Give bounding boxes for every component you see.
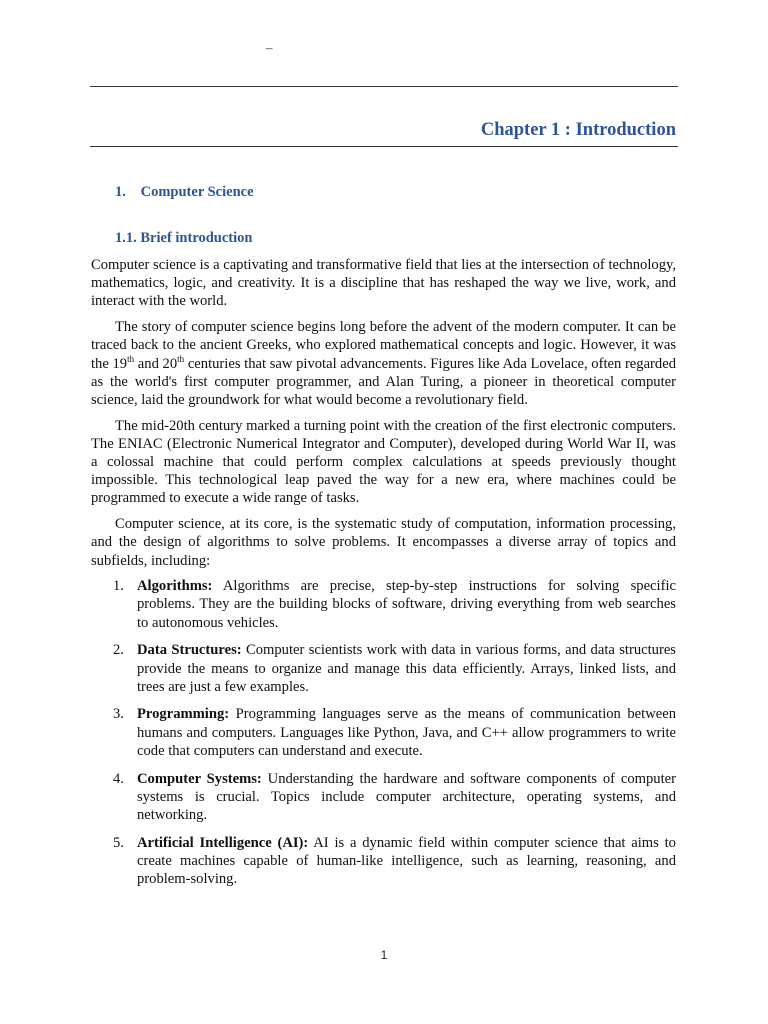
chapter-title: Chapter 1 : Introduction [480,120,676,140]
list-item-term: Artificial Intelligence (AI): [137,834,309,851]
superscript-th-2: th [177,353,185,364]
list-item-term: Data Structures: [137,642,242,659]
section-title: Computer Science [140,184,254,200]
section-heading [115,184,254,201]
chapter-rule [90,146,678,147]
paragraph-intro: Computer science is a captivating and transformative field that lies at the intersection of technology, mathematics, logic, and creativity. It is a discipline that has reshaped the way we live, work, and interact with the world. [91,257,676,310]
list-item-text: AI is a dynamic field within computer science that aims to create machines capable of human-like intelligence, such as learning, reasoning, and problem-solving. [137,834,676,888]
list-item [91,705,676,760]
paragraph-history [91,318,676,409]
paragraph-core: Computer science, at its core, is the systematic study of computation, information processing, and the design of algorithms to solve problems. It encompasses a diverse array of topics and subfields, including: [91,516,676,569]
list-item-number: 4. [113,770,124,787]
list-item [91,641,676,696]
list-item-number: 3. [113,706,124,723]
paragraph-history-part-a: The story of computer science begins long before the advent of the modern computer. It can be traced back to the ancient Greeks, who explored mathematical concepts and logic. However, it was the 19 [91,319,676,372]
section-number: 1. [115,184,126,200]
superscript-th-1: th [127,353,135,364]
list-item [91,577,676,632]
list-item-term: Programming: [137,706,230,723]
list-item-term: Computer Systems: [137,770,262,787]
body-text [91,256,676,898]
list-item-number: 1. [113,578,124,595]
paragraph-history-part-c: centuries that saw pivotal advancements. Figures like Ada Lovelace, often regarded as the world's first computer programmer, and Alan Turing, a pioneer in theoretical computer science, laid the groundwork for what would become a revolutionary field. [91,355,676,408]
list-item-text: Algorithms are precise, step-by-step instructions for solving specific problems. They are the building blocks of software, driving everything from web searches to autonomous vehicles. [137,578,676,631]
list-item [91,770,676,825]
list-item-number: 2. [113,642,124,659]
list-item-text: Computer scientists work with data in various forms, and data structures provide the means to organize and manage this data efficiently. Arrays, linked lists, and trees are just a few examples. [137,642,676,695]
header-rule [90,86,678,87]
subsection-heading: 1.1. Brief introduction [115,230,253,246]
header-mark: – [266,40,273,55]
paragraph-eniac: The mid-20th century marked a turning point with the creation of the first electronic computers. The ENIAC (Electronic Numerical Integrator and Computer), developed during World War II, was a colossal machine that could perform complex calculations at speeds previously thought impossible. This technological leap paved the way for a new era, where machines could be programmed to execute a wide range of tasks. [91,417,676,507]
paragraph-history-part-b: and 20 [134,355,178,372]
list-item-text: Programming languages serve as the means of communication between humans and computers. Languages like Python, Java, and C++ allow programmers to write code that computers can understand and execute. [137,706,676,759]
list-item [91,834,676,889]
page-number: 1 [380,948,388,962]
list-item-term: Algorithms: [137,578,213,595]
list-item-text: Understanding the hardware and software components of computer systems is crucial. Topics include computer architecture, operating systems, and networking. [137,770,676,823]
list-item-number: 5. [113,834,124,851]
topics-list [91,577,676,888]
